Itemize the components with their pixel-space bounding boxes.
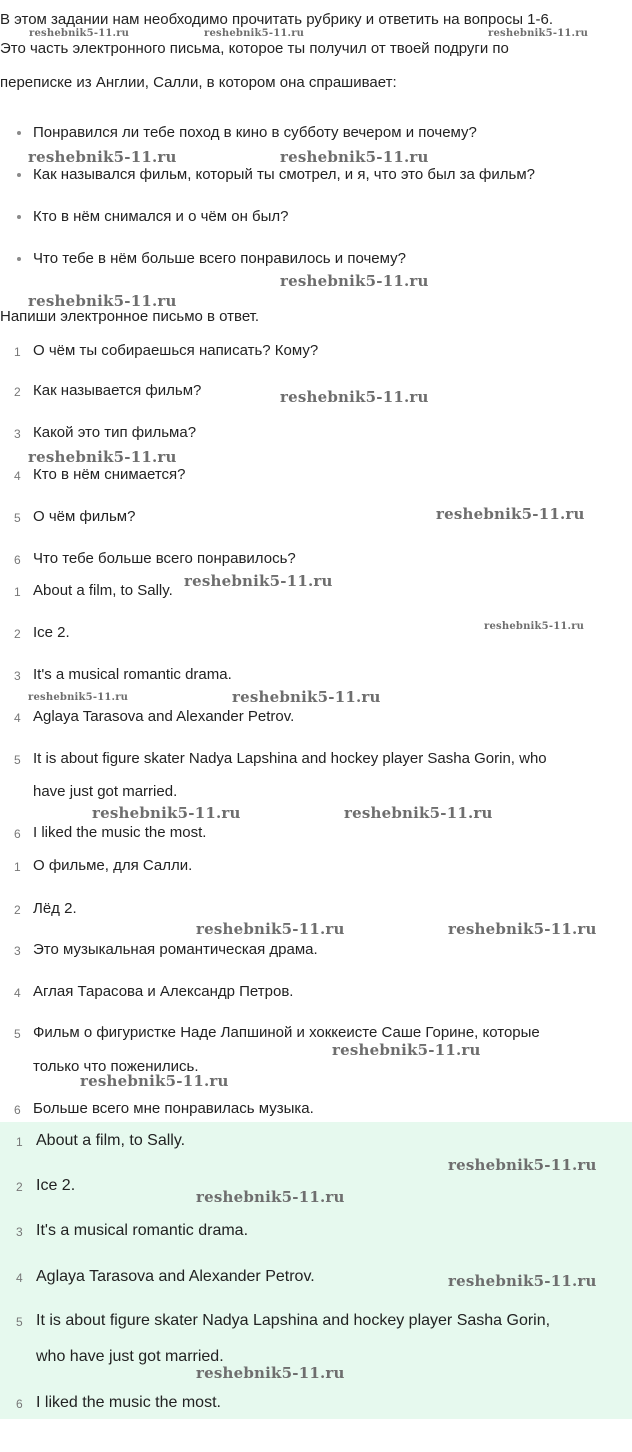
item-number: 4 [16, 1271, 23, 1285]
list-item: Это музыкальная романтическая драма. [33, 941, 318, 958]
watermark: reshebnik5-11.ru [196, 1188, 345, 1206]
list-item: Как называется фильм? [33, 382, 202, 399]
item-number: 1 [16, 1135, 23, 1149]
list-item: Что тебе больше всего понравилось? [33, 550, 296, 567]
bullet-icon [17, 173, 21, 177]
item-number: 3 [14, 669, 21, 683]
watermark: reshebnik5-11.ru [92, 804, 241, 822]
list-item: About a film, to Sally. [33, 582, 173, 599]
item-number: 2 [16, 1180, 23, 1194]
watermark: reshebnik5-11.ru [448, 1156, 597, 1174]
watermark: reshebnik5-11.ru [280, 388, 429, 406]
item-number: 2 [14, 627, 21, 641]
item-number: 5 [16, 1315, 23, 1329]
item-number: 1 [14, 585, 21, 599]
watermark: reshebnik5-11.ru [448, 1272, 597, 1290]
list-item: Как назывался фильм, который ты смотрел, и я, что это был за фильм? [33, 166, 535, 183]
watermark: reshebnik5-11.ru [488, 28, 589, 39]
item-number: 6 [14, 1103, 21, 1117]
watermark: reshebnik5-11.ru [280, 272, 429, 290]
watermark: reshebnik5-11.ru [28, 692, 129, 703]
list-item: Аглая Тарасова и Александр Петров. [33, 983, 294, 1000]
item-number: 1 [14, 345, 21, 359]
watermark: reshebnik5-11.ru [484, 621, 585, 632]
list-item-continuation: who have just got married. [36, 1348, 224, 1365]
intro-line-3: переписке из Англии, Салли, в котором она спрашивает: [0, 74, 397, 91]
watermark: reshebnik5-11.ru [448, 920, 597, 938]
bullet-icon [17, 215, 21, 219]
item-number: 3 [14, 944, 21, 958]
item-number: 3 [16, 1225, 23, 1239]
bullet-icon [17, 257, 21, 261]
list-item: О чём фильм? [33, 508, 136, 525]
watermark: reshebnik5-11.ru [232, 688, 381, 706]
list-item: О фильме, для Салли. [33, 857, 193, 874]
instruction: Напиши электронное письмо в ответ. [0, 308, 260, 325]
list-item: It's a musical romantic drama. [36, 1222, 249, 1239]
bullet-icon [17, 131, 21, 135]
watermark: reshebnik5-11.ru [28, 148, 177, 166]
watermark: reshebnik5-11.ru [344, 804, 493, 822]
list-item: About a film, to Sally. [36, 1132, 186, 1149]
list-item: I liked the music the most. [36, 1394, 221, 1411]
intro-line-2: Это часть электронного письма, которое ты получил от твоей подруги по [0, 40, 509, 57]
item-number: 1 [14, 860, 21, 874]
list-item: It is about figure skater Nadya Lapshina and hockey player Sasha Gorin, [36, 1312, 551, 1329]
watermark: reshebnik5-11.ru [80, 1072, 229, 1090]
item-number: 4 [14, 711, 21, 725]
watermark: reshebnik5-11.ru [28, 292, 177, 310]
watermark: reshebnik5-11.ru [196, 1364, 345, 1382]
item-number: 3 [14, 427, 21, 441]
list-item: Кто в нём снимается? [33, 466, 186, 483]
item-number: 4 [14, 469, 21, 483]
item-number: 2 [14, 903, 21, 917]
list-item: It's a musical romantic drama. [33, 666, 232, 683]
watermark: reshebnik5-11.ru [436, 505, 585, 523]
item-number: 5 [14, 511, 21, 525]
list-item: Что тебе в нём больше всего понравилось и почему? [33, 250, 406, 267]
watermark: reshebnik5-11.ru [196, 920, 345, 938]
item-number: 6 [14, 553, 21, 567]
list-item-continuation: have just got married. [33, 783, 178, 800]
list-item: Какой это тип фильма? [33, 424, 197, 441]
list-item: Лёд 2. [33, 900, 77, 917]
watermark: reshebnik5-11.ru [280, 148, 429, 166]
item-number: 5 [14, 1027, 21, 1041]
list-item: О чём ты собираешься написать? Кому? [33, 342, 319, 359]
item-number: 4 [14, 986, 21, 1000]
list-item: Фильм о фигуристке Наде Лапшиной и хоккеисте Саше Горине, которые [33, 1024, 540, 1041]
watermark: reshebnik5-11.ru [29, 28, 130, 39]
list-item: Aglaya Tarasova and Alexander Petrov. [36, 1268, 315, 1285]
watermark: reshebnik5-11.ru [204, 28, 305, 39]
list-item: I liked the music the most. [33, 824, 207, 841]
item-number: 2 [14, 385, 21, 399]
list-item-continuation: только что поженились. [33, 1058, 199, 1075]
item-number: 6 [16, 1397, 23, 1411]
item-number: 5 [14, 753, 21, 767]
list-item: Кто в нём снимался и о чём он был? [33, 208, 289, 225]
watermark: reshebnik5-11.ru [28, 448, 177, 466]
item-number: 6 [14, 827, 21, 841]
list-item: Ice 2. [33, 624, 70, 641]
list-item: Понравился ли тебе поход в кино в субботу вечером и почему? [33, 124, 477, 141]
list-item: Больше всего мне понравилась музыка. [33, 1100, 314, 1117]
watermark: reshebnik5-11.ru [332, 1041, 481, 1059]
watermark: reshebnik5-11.ru [184, 572, 333, 590]
list-item: Aglaya Tarasova and Alexander Petrov. [33, 708, 295, 725]
list-item: Ice 2. [36, 1177, 76, 1194]
intro-line-1: В этом задании нам необходимо прочитать рубрику и ответить на вопросы 1-6. [0, 11, 554, 28]
list-item: It is about figure skater Nadya Lapshina and hockey player Sasha Gorin, who [33, 750, 547, 767]
